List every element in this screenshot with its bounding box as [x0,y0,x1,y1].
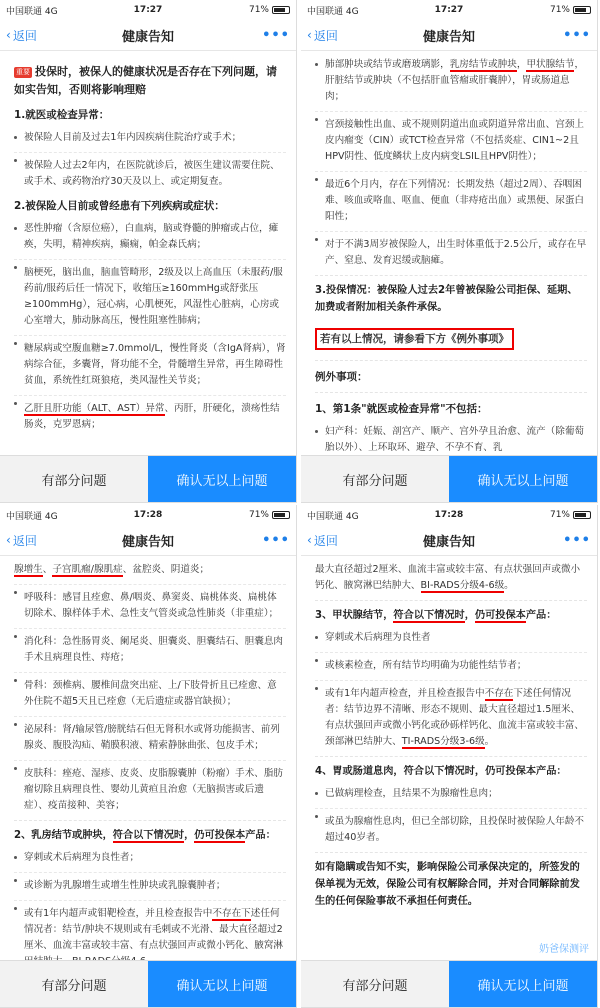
divider [315,600,587,601]
final-notice: 如有隐瞒或告知不实，影响保险公司承保决定的，所签发的保单视为无效，保险公司有权解除合同，并对合同解除前发生的任何保险事故不承担任何责任。 [315,862,580,907]
clock: 17:28 [133,510,163,520]
divider [14,820,286,821]
screen-panel-3 [0,505,297,1008]
battery-percent: 71% [248,510,269,520]
confirm-button[interactable]: 确认无以上问题 [148,961,296,1007]
back-button[interactable]: ‹ 返回 [6,28,37,43]
page-title: 健康告知 [422,29,475,45]
carrier-label: 中国联通 4G [6,6,58,17]
divider [315,360,587,361]
list-item: 最近6个月内，存在下列情况：长期发热（超过2周）、吞咽困难、咳血或咯血、呕血、便血（非痔疮出血）或黑便、尿蛋白阳性； [315,171,587,225]
status-bar [301,505,597,525]
exception-notice: 若有以上情况，请参看下方《例外事项》 [315,328,514,350]
confirm-button[interactable]: 确认无以上问题 [449,456,597,502]
list-item: 或虽为腺瘤性息肉，但已全部切除，且投保时被保险人年龄不超过40岁者。 [315,808,587,846]
confirm-button[interactable]: 确认无以上问题 [148,456,296,502]
list-item: 被保险人过去2年内，在医院就诊后，被医生建议需要住院、或手术、或药物治疗30天及以上、或定期复查。 [14,152,286,190]
nav-bar [301,20,597,51]
battery-icon [573,511,591,519]
list-item: 肺部肿块或结节或磨玻璃影，乳房结节或肿块，甲状腺结节，肝脏结节或肿块（不包括肝血管瘤或肝囊肿），胃或肠道息肉； [315,57,587,105]
section-heading: 4、胃或肠道息肉，符合以下情况时，仍可投保本产品： [315,766,567,777]
chevron-left-icon: ‹ [6,533,11,547]
clock: 17:27 [434,5,464,15]
screen-panel-1 [0,0,297,503]
battery-percent: 71% [549,510,570,520]
divider [315,852,587,853]
list-item: 穿刺或术后病理为良性者； [14,850,286,866]
battery-percent: 71% [248,5,269,15]
list-item: 或有1年内超声或钼靶检查，并且检查报告中不存在下述任何情况者：结节/肿块不规则或有毛刺或不光滑、最大直径超过2厘米、血流丰富或较丰富、有点状强回声或微小钙化、腋窝淋 [14,900,286,965]
list-item: 脑梗死，脑出血，脑血管畸形，2级及以上高血压（未服药/服药前/服药后任一情况下，收缩压≥160mmHg或舒张压≥100mmHg），冠心病，心肌梗死，风湿性心脏病，心房或心室增大，肺动脉高压，慢性阻塞性肺病； [14,259,286,329]
section-heading: 1、第1条"就医或检查异常"不包括： [315,403,488,415]
content-area [0,556,296,965]
has-issue-button[interactable]: 有部分问题 [301,961,449,1007]
important-badge: 重要 [16,68,30,76]
list-item: 对于不满3周岁被保险人，出生时体重低于2.5公斤，或存在早产、窒息、发育迟缓或脑瘫。 [315,231,587,269]
section-heading: 1.就医或检查异常： [14,109,110,121]
list-item: 消化科：急性肠胃炎、阑尾炎、胆囊炎、胆囊结石、胆囊息肉手术且病理良性、痔疮； [14,628,286,666]
screen-panel-4 [301,505,598,1008]
bottom-action-bar [301,960,597,1007]
battery-icon [573,6,591,14]
chevron-left-icon: ‹ [6,28,11,42]
page-title: 健康告知 [121,534,174,550]
list-item: 或诊断为乳腺增生或增生性肿块或乳腺囊肿者； [14,872,286,894]
list-item: 已做病理检查，且结果不为腺瘤性息肉； [315,786,587,802]
list-continuation: 最大直径超过2厘米、血流丰富或较丰富、有点状强回声或微小钙化、腋窝淋巴结肿大、BI-RADS分级4-6级。 [315,564,581,591]
has-issue-button[interactable]: 有部分问题 [0,961,148,1007]
confirm-button[interactable]: 确认无以上问题 [449,961,597,1007]
back-button[interactable]: ‹ 返回 [6,533,37,548]
battery-icon [272,6,290,14]
list-item: 或核素检查，所有结节均明确为功能性结节者； [315,652,587,674]
section-heading: 3、甲状腺结节，符合以下情况时，仍可投保本产品： [315,610,557,621]
more-icon[interactable]: ••• [563,27,591,43]
screen-panel-2 [301,0,598,503]
battery-icon [272,511,290,519]
section-heading: 2、乳房结节或肿块，符合以下情况时，仍可投保本产品： [14,830,276,841]
list-item: 被保险人目前及过去1年内因疾病住院治疗或手术； [14,130,286,146]
page-title: 健康告知 [422,534,475,550]
list-item: 妇产科：妊娠、剖宫产、顺产、宫外孕且治愈、流产（除葡萄胎以外）、上环取环、避孕、不孕不育、乳 [315,424,587,456]
page-title: 健康告知 [121,29,174,45]
divider [315,275,587,276]
section-heading: 3.投保情况：被保险人过去2年曾被保险公司拒保、延期、加费或者附加相关条件承保。 [315,285,578,313]
more-icon[interactable]: ••• [262,532,290,548]
carrier-label: 中国联通 4G [307,6,359,17]
list-item: 糖尿病或空腹血糖≥7.0mmol/L，慢性肾炎（含IgA肾病），肾病综合征，多囊肾，肾功能不全，骨髓增生异常，再生障碍性贫血，系统性红斑狼疮，类风湿性关节炎； [14,335,286,389]
list-item: 恶性肿瘤（含原位癌），白血病，脑或脊髓的肿瘤或占位，瘫痪，失明，精神疾病，癫痫，帕金森氏病； [14,221,286,253]
has-issue-button[interactable]: 有部分问题 [301,456,449,502]
exception-title: 例外事项： [315,371,368,383]
section-heading: 2.被保险人目前或曾经患有下列疾病或症状： [14,200,225,212]
status-bar [301,0,597,20]
list-item: 穿刺或术后病理为良性者 [315,630,587,646]
more-icon[interactable]: ••• [563,532,591,548]
content-area [301,51,597,460]
more-icon[interactable]: ••• [262,27,290,43]
list-item: 泌尿科：肾/输尿管/膀胱结石但无肾积水或肾功能损害、前列腺炎、腹股沟疝、鞘膜积液、精索静脉曲张、包皮手术； [14,716,286,754]
watermark: 奶爸保测评 [539,944,589,955]
bottom-action-bar [301,455,597,502]
list-item: 皮肤科：痤疮、湿疹、皮炎、皮脂腺囊肿（粉瘤）手术、脂肪瘤切除且病理良性、婴幼儿黄疸且治愈（无脑损害或后遗症）、疫苗接种、美容； [14,760,286,814]
carrier-label: 中国联通 4G [307,511,359,522]
content-area [0,51,296,460]
list-item: 宫颈接触性出血、或不规则阴道出血或阴道异常出血、宫颈上皮内瘤变（CIN）或TCT检查异常（不包括炎症、CIN1~2且HPV阴性、低度鳞状上皮内病变LSIL且HPV阴性）； [315,111,587,165]
lead-text: 重要 投保时，被保人的健康状况是否存在下列问题，请如实告知，否则将影响理赔 [14,65,277,96]
has-issue-button[interactable]: 有部分问题 [0,456,148,502]
bottom-action-bar [0,960,296,1007]
status-bar [0,0,296,20]
clock: 17:28 [434,510,464,520]
back-button[interactable]: ‹ 返回 [307,28,338,43]
bottom-action-bar [0,455,296,502]
clock: 17:27 [133,5,163,15]
list-continuation: 腺增生、子宫肌瘤/腺肌症、盆腔炎、阴道炎； [14,564,210,575]
chevron-left-icon: ‹ [307,28,312,42]
back-button[interactable]: ‹ 返回 [307,533,338,548]
nav-bar [0,525,296,556]
carrier-label: 中国联通 4G [6,511,58,522]
chevron-left-icon: ‹ [307,533,312,547]
list-item: 或有1年内超声检查，并且检查报告中不存在下述任何情况者：结节边界不清晰、形态不规则、最大直径超过1.5厘米、有点状强回声或微小钙化或砂砾样钙化、血流丰富或较丰富、颈部淋巴结肿大、TI-RADS分级3-6级。 [315,680,587,750]
list-item: 乙肝且肝功能（ALT、AST）异常、丙肝，肝硬化，溃疡性结肠炎，克罗恩病； [14,395,286,433]
list-item: 骨科：颈椎病、腰椎间盘突出症、上/下肢骨折且已痊愈、意外住院不超5天且已痊愈（无后遗症或器官缺损）； [14,672,286,710]
list-item: 呼吸科：感冒且痊愈、鼻/咽炎、鼻窦炎、扁桃体炎、扁桃体切除术、腺样体手术、急性支气管炎或急性肺炎（非重症）； [14,584,286,622]
status-bar [0,505,296,525]
divider [315,392,587,393]
nav-bar [301,525,597,556]
battery-percent: 71% [549,5,570,15]
nav-bar [0,20,296,51]
divider [315,756,587,757]
content-area [301,556,597,965]
